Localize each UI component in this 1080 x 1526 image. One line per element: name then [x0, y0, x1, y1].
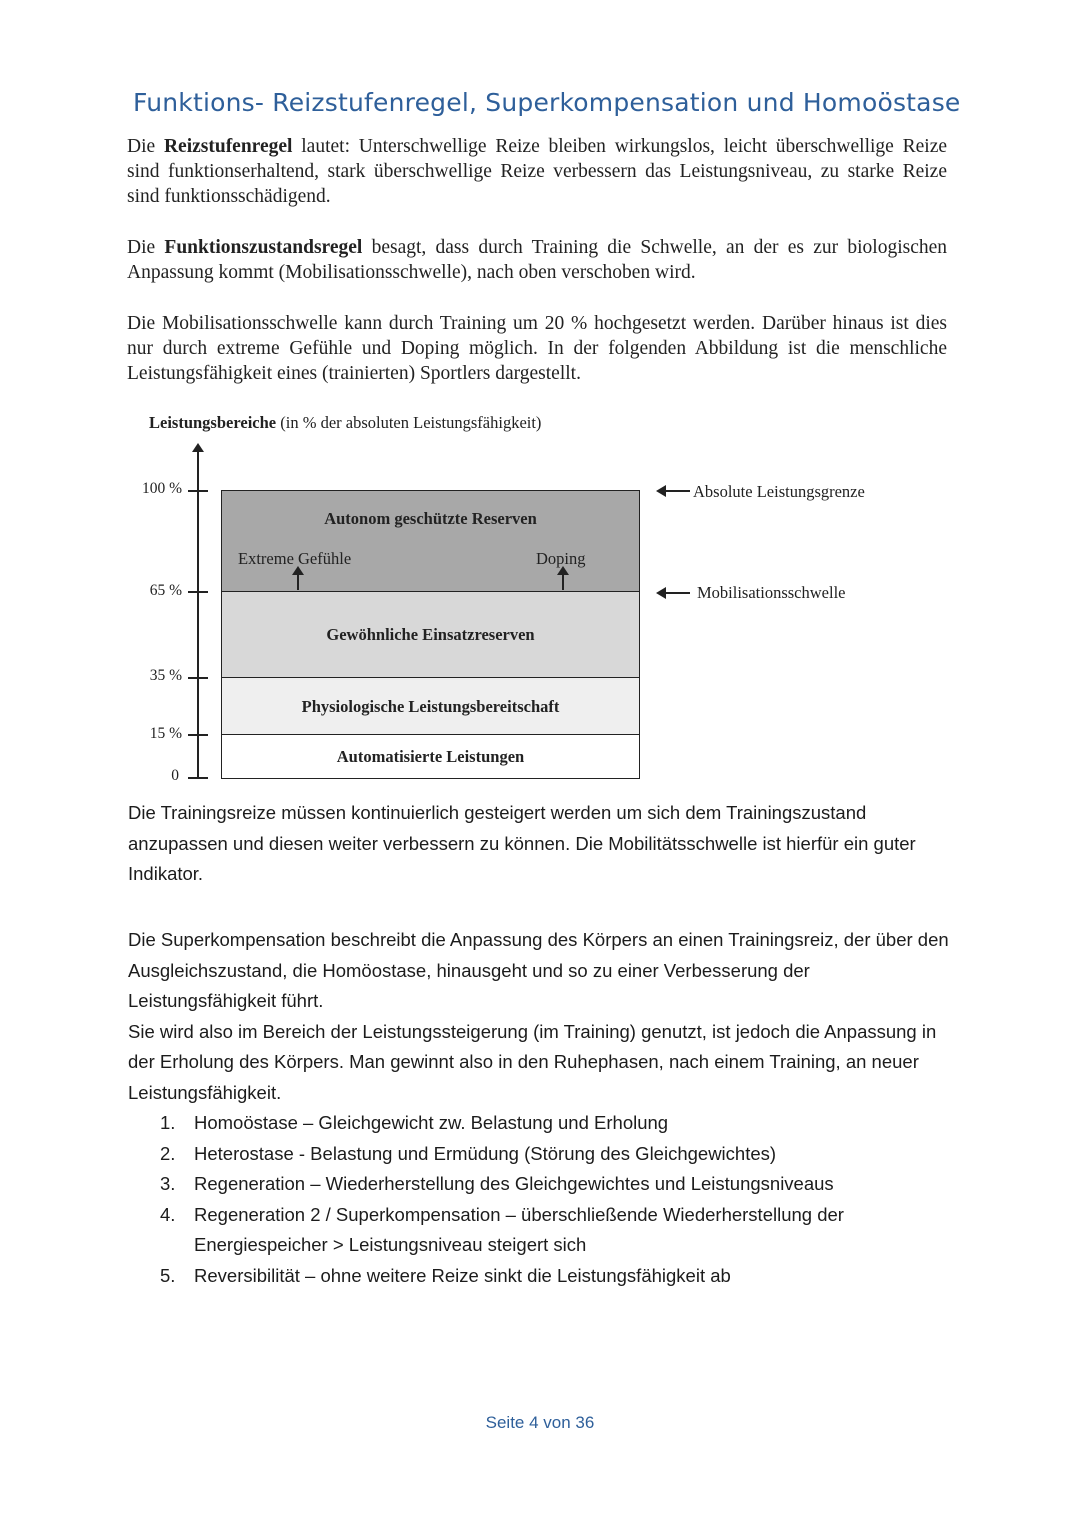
figure-title: Leistungsbereiche (in % der absoluten Leistungsfähigkeit): [149, 413, 542, 432]
label-absolute-leistungsgrenze: Absolute Leistungsgrenze: [693, 482, 865, 501]
tick-label-35: 35 %: [149, 667, 182, 684]
label-mobilisationsschwelle: Mobilisationsschwelle: [697, 583, 846, 602]
phases-list: [160, 1108, 950, 1292]
list-item: 4. Regeneration 2 / Superkompensation – überschließende Wiederherstellung der Energiespeicher > Leistungsniveau steigert sich: [160, 1203, 844, 1256]
page-footer: Seite 4 von 36: [485, 1413, 595, 1432]
tick-100: [188, 490, 208, 492]
list-item: 3. Regeneration – Wiederherstellung des Gleichgewichtes und Leistungsniveaus: [160, 1173, 834, 1195]
tick-label-15: 15 %: [149, 725, 182, 742]
band-einsatzreserven: Gewöhnliche Einsatzreserven: [221, 591, 640, 679]
tick-0: [188, 777, 208, 779]
label-extreme-gefuehle: Extreme Gefühle: [238, 549, 352, 568]
tick-label-0: 0: [171, 767, 179, 784]
tick-15: [188, 734, 208, 736]
list-item: 5. Reversibilität – ohne weitere Reize sinkt die Leistungsfähigkeit ab: [160, 1264, 731, 1286]
arrow-mobilisation: [664, 592, 690, 594]
list-item: 1. Homoöstase – Gleichgewicht zw. Belastung und Erholung: [160, 1112, 669, 1133]
band-autonom: Autonom geschützte Reserven Extreme Gefühle Doping: [221, 490, 640, 593]
arrow-absolute: [664, 490, 690, 492]
paragraph-funktionszustandsregel: Die Funktionszustandsregel besagt, dass durch Training die Schwelle, an der es zur biologischen Anpassung kommt (Mobilisationsschwelle), nach oben verschoben wird.: [127, 237, 948, 283]
paragraph-trainingsreize: Die Trainingsreize müssen kontinuierlich gesteigert werden um sich dem Trainingszustand anzupassen und diesen weiter verbessern zu können. Die Mobilitätsschwelle ist hierfür ein guter Indikator.: [128, 802, 916, 885]
paragraph-mobilisationsschwelle: Die Mobilisationsschwelle kann durch Training um 20 % hochgesetzt werden. Darüber hinaus ist dies nur durch extreme Gefühle und Doping möglich. In der folgenden Abbildung ist die menschliche Leistungsfähigkeit eines (trainierten) Sportlers dargestellt.: [127, 313, 947, 384]
paragraph-reizstufenregel: Die Reizstufenregel lautet: Unterschwellige Reize bleiben wirkungslos, leicht überschwellige Reize sind funktionserhaltend, stark überschwellige Reize verbessern das Leistungsniveau, zu starke Reize sind funktionsschädigend.: [127, 136, 948, 207]
tick-label-65: 65 %: [149, 582, 182, 599]
paragraph-superkompensation: Die Superkompensation beschreibt die Anpassung des Körpers an einen Trainingsreiz, der über den Ausgleichszustand, die Homöostase, hinausgeht und so zu einer Verbesserung der Leistungsfähigkeit führt. Sie wird also im Bereich der Leistungssteigerung (im Training) genutzt, ist jedoch die Anpassung in der Erholung des Körpers. Man gewinnt also in den Ruhephasen, nach einem Training, an neuer Leistungsfähigkeit.: [128, 929, 949, 1103]
arrow-extreme-gefuehle: [297, 573, 299, 590]
tick-label-100: 100 %: [141, 480, 182, 497]
list-item: 2. Heterostase - Belastung und Ermüdung (Störung des Gleichgewichtes): [160, 1142, 777, 1164]
band-automatisiert: Automatisierte Leistungen: [221, 734, 640, 779]
term-reizstufenregel: Reizstufenregel: [163, 136, 293, 157]
label-doping: Doping: [536, 549, 586, 568]
tick-65: [188, 591, 208, 593]
y-axis: [197, 450, 199, 778]
band-leistungsbereitschaft: Physiologische Leistungsbereitschaft: [221, 677, 640, 736]
tick-35: [188, 677, 208, 679]
arrow-doping: [562, 573, 564, 590]
term-funktionszustandsregel: Funktionszustandsregel: [164, 237, 363, 258]
page-heading: Funktions- Reizstufenregel, Superkompensation und Homoöstase: [133, 88, 961, 117]
